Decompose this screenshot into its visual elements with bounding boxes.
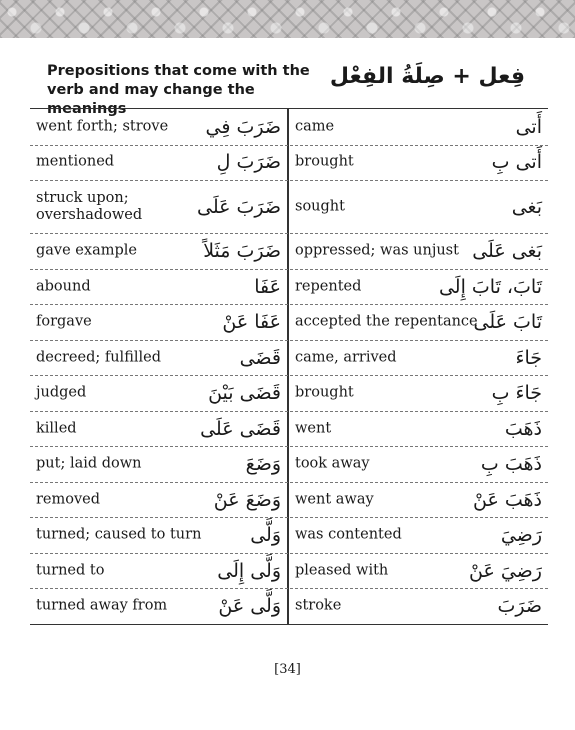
arabic-verb: ذَهَبَ بِ xyxy=(480,453,542,475)
left-cell xyxy=(30,304,287,340)
arabic-verb: قَضَى بَيْنَ xyxy=(208,382,281,404)
right-cell xyxy=(289,145,548,181)
left-cell xyxy=(30,233,287,269)
left-cell xyxy=(30,340,287,376)
right-cell xyxy=(289,340,548,376)
arabic-verb: جَاءَ بِ xyxy=(491,382,542,404)
arabic-verb: عَفَا xyxy=(254,275,281,298)
left-cell xyxy=(30,553,287,589)
arabic-verb: رَضِيَ عَنْ xyxy=(469,559,542,582)
arabic-verb: رَضِيَ xyxy=(500,524,542,546)
page-number: [34] xyxy=(274,662,301,677)
english-meaning: sought xyxy=(295,198,345,215)
english-meaning: went xyxy=(295,420,332,436)
arabic-verb: ذَهَبَ xyxy=(504,417,542,440)
table-row xyxy=(30,233,548,270)
page-heading-arabic: فِعل + صِلَةُ الفِعْل xyxy=(329,64,525,89)
english-meaning: gave example xyxy=(36,242,137,259)
arabic-verb: ضَرَبَ عَلَى xyxy=(196,195,281,218)
english-meaning: turned; caused to turn xyxy=(36,526,202,543)
english-meaning: came xyxy=(295,118,335,135)
english-meaning: was contented xyxy=(295,526,402,543)
table-row xyxy=(30,411,548,448)
right-cell xyxy=(289,411,548,447)
arabic-verb: وَضَعَ xyxy=(245,453,281,475)
table-row xyxy=(30,109,548,146)
arabic-verb: ضَرَبَ لِ xyxy=(216,151,281,174)
english-meaning: decreed; fulfilled xyxy=(36,349,162,365)
arabic-verb: جَاءَ xyxy=(515,346,542,369)
arabic-verb: وَلَّى عَنْ xyxy=(218,595,281,617)
page-heading: Prepositions that come with the verb and may change the meanings xyxy=(47,63,310,117)
right-cell xyxy=(289,553,548,589)
right-cell xyxy=(289,109,548,145)
left-cell xyxy=(30,411,287,447)
right-cell xyxy=(289,269,548,305)
english-meaning: stroke xyxy=(295,597,342,614)
right-cell xyxy=(289,517,548,553)
table-row xyxy=(30,553,548,590)
left-cell xyxy=(30,145,287,181)
arabic-verb: تَابَ، تَابَ إِلَى xyxy=(438,275,542,298)
english-meaning: repented xyxy=(295,278,362,294)
english-meaning: forgave xyxy=(36,313,92,330)
english-meaning: put; laid down xyxy=(36,455,142,472)
english-meaning: removed xyxy=(36,491,101,507)
table-row xyxy=(30,180,548,234)
right-cell xyxy=(289,375,548,411)
table-row xyxy=(30,517,548,554)
english-meaning: mentioned xyxy=(36,153,115,170)
english-meaning: turned away from xyxy=(36,597,168,614)
english-meaning: oppressed; was unjust xyxy=(295,242,459,259)
left-cell xyxy=(30,446,287,482)
english-meaning: went away xyxy=(295,491,374,507)
table-row xyxy=(30,340,548,377)
english-meaning: went forth; strove xyxy=(36,118,169,135)
english-meaning: struck upon; overshadowed xyxy=(36,189,143,223)
arabic-verb: ضَرَبَ فِي xyxy=(205,115,281,138)
arabic-verb: تَابَ عَلَى xyxy=(473,311,542,333)
arabic-verb: وَضَعَ عَنْ xyxy=(213,488,281,511)
english-meaning: came, arrived xyxy=(295,349,397,365)
right-cell xyxy=(289,233,548,269)
english-meaning: turned to xyxy=(36,562,105,578)
vocabulary-table xyxy=(30,108,548,624)
left-cell xyxy=(30,588,287,624)
table-row xyxy=(30,446,548,483)
english-meaning: pleased with xyxy=(295,562,389,578)
english-meaning: abound xyxy=(36,278,91,294)
right-cell xyxy=(289,180,548,233)
table-row xyxy=(30,375,548,412)
right-cell xyxy=(289,588,548,624)
english-meaning: judged xyxy=(36,384,87,401)
arabic-verb: بَغى xyxy=(511,195,542,218)
table-row xyxy=(30,145,548,182)
english-meaning: brought xyxy=(295,153,354,170)
arabic-verb: قَضَى عَلَى xyxy=(200,417,281,440)
table-row xyxy=(30,482,548,519)
table-row xyxy=(30,588,548,625)
english-meaning: took away xyxy=(295,455,370,472)
left-cell xyxy=(30,375,287,411)
arabic-verb: ذَهَبَ عَنْ xyxy=(473,488,542,511)
arabic-verb: أَتى xyxy=(515,115,542,138)
arabic-verb: قَضَى xyxy=(239,346,281,369)
arabic-verb: أَتى بِ xyxy=(491,151,542,174)
arabic-verb: وَلَّى xyxy=(250,524,281,546)
table-row xyxy=(30,269,548,306)
arabic-verb: ضَرَبَ مَثَلاً xyxy=(203,240,281,262)
right-cell xyxy=(289,446,548,482)
right-cell xyxy=(289,304,548,340)
english-meaning: brought xyxy=(295,384,354,401)
arabic-verb: ضَرَبَ xyxy=(497,595,542,617)
table-row xyxy=(30,304,548,341)
arabic-verb: عَفَا عَنْ xyxy=(222,311,281,333)
left-cell xyxy=(30,482,287,518)
left-cell xyxy=(30,180,287,233)
english-meaning: killed xyxy=(36,420,77,436)
arabic-verb: بَغى عَلَى xyxy=(472,240,542,262)
english-meaning: accepted the repentance xyxy=(295,313,478,330)
left-cell xyxy=(30,269,287,305)
left-cell xyxy=(30,109,287,145)
right-cell xyxy=(289,482,548,518)
left-cell xyxy=(30,517,287,553)
decorative-banner xyxy=(0,0,575,38)
arabic-verb: وَلَّى إِلَى xyxy=(217,559,281,582)
